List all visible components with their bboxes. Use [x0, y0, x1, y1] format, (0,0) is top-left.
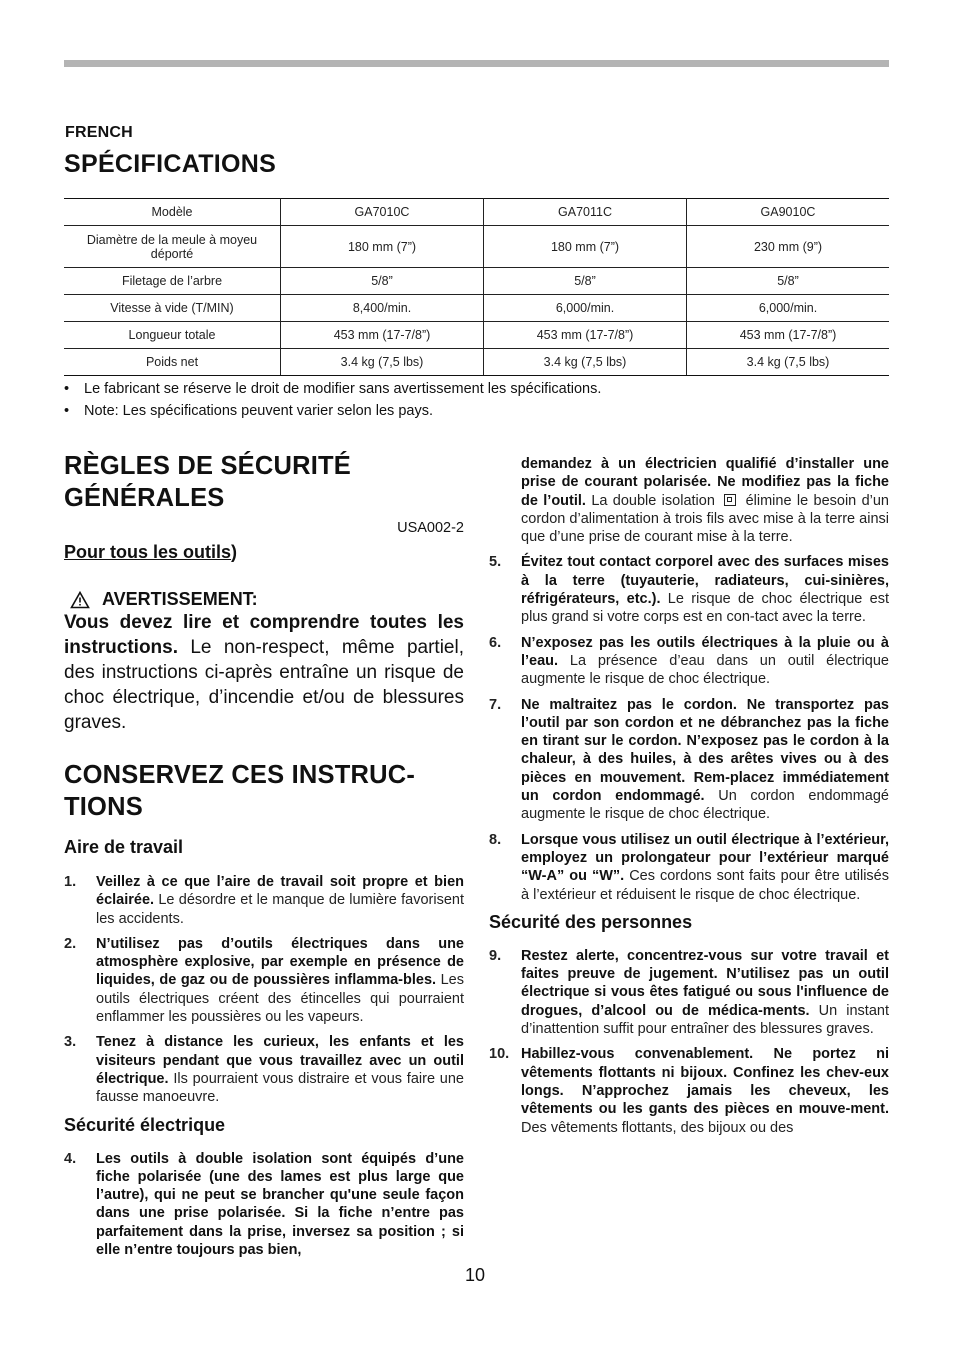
list-item: 5. Évitez tout contact corporel avec des surfaces mises à la terre (tuyauterie, radiateurs, cui-sinières, réfrigérateurs, etc.). Le risque de choc électrique est plus grand si votre corps est en con-tact avec la terre.: [489, 554, 889, 626]
table-cell: Diamètre de la meule à moyeu déporté: [64, 226, 281, 268]
list-item-continuation: demandez à un électricien qualifié d’installer une prise de courant polarisée. Ne modifiez pas la fiche de l’outil. La double isolation élimine le besoin d’un cordon d’alimentation à trois fils avec mise à la terre ainsi que d’une prise de courant mise à la terre.: [521, 456, 889, 546]
double-insulation-icon: [724, 494, 736, 506]
list-item: 10. Habillez-vous convenablement. Ne portez ni vêtements flottants ni bijoux. Confinez les chev-eux longs. N’approchez jamais les cheveux, les vêtements ou les gants des pièces en mouve-ment. Des vêtements flottants, des bijoux ou des: [489, 1046, 889, 1136]
table-header-cell: Modèle: [64, 199, 281, 226]
warning-triangle-icon: [70, 591, 90, 609]
section-heading: RÈGLES DE SÉCURITÉ GÉNÉRALES: [64, 452, 351, 512]
table-cell: 6,000/min.: [484, 295, 687, 322]
page-title: SPÉCIFICATIONS: [64, 150, 277, 178]
warning-body: Vous devez lire et comprendre toutes les instructions. Le non-respect, même partiel, des instructions ci-après entraîne un risque de choc électrique, d’incendie et/ou de blessures graves.: [64, 612, 464, 733]
spec-table: [64, 198, 889, 376]
table-cell: 3.4 kg (7,5 lbs): [484, 349, 687, 376]
table-cell: Poids net: [64, 349, 281, 376]
table-row: [64, 268, 889, 295]
subsection-heading: Sécurité des personnes: [489, 911, 693, 932]
list-item: 4. Les outils à double isolation sont équipés d’une fiche polarisée (une des lames est plus large que l’autre), qui ne peut se brancher qu'une seule façon dans une prise polarisée. Si la fiche n’entre pas parfaitement dans la prise, inversez sa position ; si elle n’entre toujours pas bien,: [64, 1150, 464, 1259]
list-item: 1. Veillez à ce que l’aire de travail soit propre et bien éclairée. Le désordre et le manque de lumière favorisent les accidents.: [64, 874, 464, 927]
list-item: 3. Tenez à distance les curieux, les enfants et les visiteurs pendant que vous travaillez avec un outil électrique. Ils pourraient vous distraire et vous faire une fausse manoeuvre.: [64, 1034, 464, 1106]
list-item: 8. Lorsque vous utilisez un outil électrique à l’extérieur, employez un prolongateur pour l’extérieur marqué “W-A” ou “W”. Ces cordons sont faits pour être utilisés à l’extérieur et réduisent le risque de choc électrique.: [489, 831, 889, 903]
table-cell: 5/8”: [484, 268, 687, 295]
table-cell: 3.4 kg (7,5 lbs): [687, 349, 890, 376]
left-column: [64, 450, 464, 1259]
spec-notes: [64, 378, 889, 422]
table-row: [64, 226, 889, 268]
language-label: FRENCH: [65, 124, 133, 141]
page-number: 10: [465, 1265, 486, 1285]
table-cell: 453 mm (17-7/8”): [484, 322, 687, 349]
right-column: [489, 455, 889, 1137]
table-row: [64, 349, 889, 376]
table-cell: Longueur totale: [64, 322, 281, 349]
note-item: • Note: Les spécifications peuvent varier selon les pays.: [64, 400, 889, 422]
subsection-heading: Sécurité électrique: [64, 1114, 226, 1135]
warning-header: [64, 589, 464, 610]
table-cell: Filetage de l’arbre: [64, 268, 281, 295]
table-cell: 453 mm (17-7/8”): [281, 322, 484, 349]
subheading: Pour tous les outils): [64, 542, 238, 562]
table-cell: 3.4 kg (7,5 lbs): [281, 349, 484, 376]
list-item: 9. Restez alerte, concentrez-vous sur votre travail et faites preuve de jugement. N’utilisez pas un outil électrique si vous êtes fatigué ou sous l'influence de drogues, d’alcool ou de médica-ments. Un instant d’inattention suffit pour entraîner des blessures graves.: [489, 947, 889, 1038]
table-cell: 5/8”: [281, 268, 484, 295]
list-item: 6. N’exposez pas les outils électriques à la pluie ou à l’eau. La présence d’eau dans un outil électrique augmente le risque de choc électrique.: [489, 634, 889, 688]
table-cell: 6,000/min.: [687, 295, 890, 322]
table-cell: 230 mm (9”): [687, 226, 890, 268]
subsection-heading: Aire de travail: [64, 837, 184, 857]
note-item: • Le fabricant se réserve le droit de modifier sans avertissement les spécifications.: [64, 378, 889, 400]
table-header-cell: GA9010C: [687, 199, 890, 226]
document-code: USA002-2: [397, 520, 464, 536]
warning-label: AVERTISSEMENT:: [102, 589, 258, 609]
table-header-cell: GA7011C: [484, 199, 687, 226]
top-rule: [64, 60, 889, 67]
list-item: 2. N’utilisez pas d’outils électriques dans une atmosphère explosive, par exemple en présence de liquides, de gaz ou de poussières inflamma-bles. Les outils électriques créent des étincelles qui pourraient enflammer les poussières ou les vapeurs.: [64, 935, 464, 1026]
table-header-row: [64, 199, 889, 226]
table-cell: 5/8”: [687, 268, 890, 295]
table-row: [64, 295, 889, 322]
table-cell: 453 mm (17-7/8”): [687, 322, 890, 349]
section-heading: CONSERVEZ CES INSTRUC- TIONS: [64, 761, 416, 821]
table-header-cell: GA7010C: [281, 199, 484, 226]
table-cell: 180 mm (7”): [281, 226, 484, 268]
table-cell: 8,400/min.: [281, 295, 484, 322]
table-cell: 180 mm (7”): [484, 226, 687, 268]
table-row: [64, 322, 889, 349]
list-item: 7. Ne maltraitez pas le cordon. Ne transportez pas l’outil par son cordon et ne débranchez pas la fiche en tirant sur le cordon. N’exposez pas le cordon à la chaleur, à des huiles, à des arêtes vives ou à des pièces en mouvement. Rem-placez immédiatement un cordon endommagé. Un cordon endommagé augmente le risque de choc électrique.: [489, 696, 889, 823]
table-cell: Vitesse à vide (T/MIN): [64, 295, 281, 322]
